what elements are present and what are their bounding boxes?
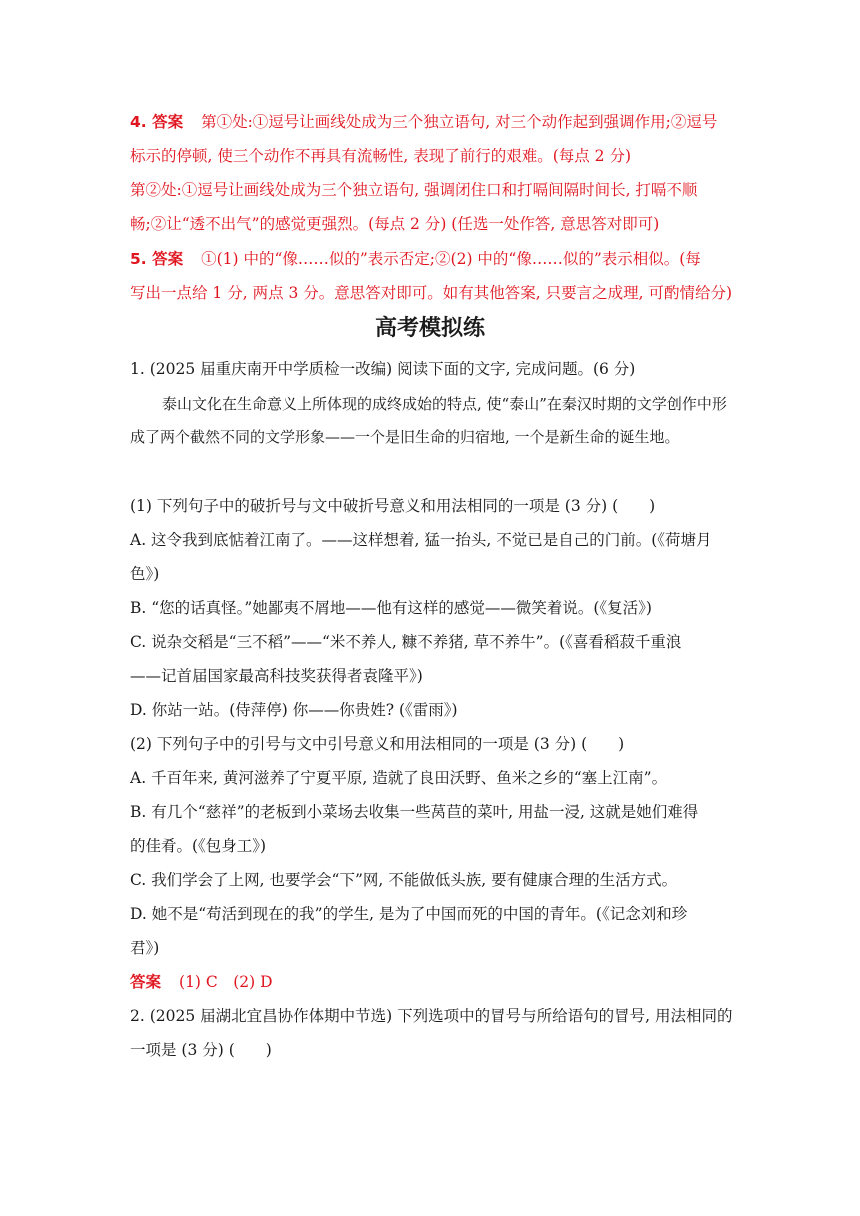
answer-4-text-1: 第①处:①逗号让画线处成为三个独立语句, 对三个动作起到强调作用;②逗号 <box>201 113 718 131</box>
question-1-sub-2-option-a: A. 千百年来, 黄河滋养了宁夏平原, 造就了良田沃野、鱼米之乡的“塞上江南”。 <box>130 769 668 787</box>
answer-5-text-1: ①(1) 中的“像……似的”表示否定;②(2) 中的“像……似的”表示相似。(每 <box>201 250 701 268</box>
answer-5-line-1 <box>130 242 736 276</box>
question-1-sub-1-option-a-line-1: A. 这令我到底惦着江南了。——这样想着, 猛一抬头, 不觉已是自己的门前。(《荷塘月 <box>130 531 712 549</box>
question-1-sub-1-option-d: D. 你站一站。(侍萍停) 你——你贵姓? (《雷雨》) <box>130 701 458 719</box>
question-1-answer-text: (1) C (2) D <box>179 973 273 991</box>
section-title: 高考模拟练 <box>374 316 485 341</box>
question-1-sub-1-option-c-line-2: ——记首届国家最高科技奖获得者袁隆平》) <box>130 667 423 685</box>
question-1-passage: 泰山文化在生命意义上所体现的成终成始的特点, 使“泰山”在秦汉时期的文学创作中形成了两个截然不同的文学形象——一个是旧生命的归宿地, 一个是新生命的诞生地。 <box>130 395 727 446</box>
answer-4-line-1 <box>130 105 736 139</box>
answer-4-tag: 4. 答案 <box>130 113 184 131</box>
answer-5-block <box>130 242 736 310</box>
question-1-sub-2: (2) 下列句子中的引号与文中引号意义和用法相同的一项是 (3 分) ( ) <box>130 735 625 753</box>
answer-4-block <box>130 105 736 241</box>
answer-5-line-2: 写出一点给 1 分, 两点 3 分。意思答对即可。如有其他答案, 只要言之成理, 可酌情给分) <box>130 284 733 302</box>
question-1-options <box>130 489 736 1067</box>
answer-4-line-2: 标示的停顿, 使三个动作不再具有流畅性, 表现了前行的艰难。(每点 2 分) <box>130 147 632 165</box>
answer-4-line-3: 第②处:①逗号让画线处成为三个独立语句, 强调闭住口和打嗝间隔时间长, 打嗝不顺 <box>130 181 698 199</box>
question-1-sub-2-option-d-line-2: 君》) <box>130 939 160 957</box>
question-1-stem-text: 1. (2025 届重庆南开中学质检一改编) 阅读下面的文字, 完成问题。(6 分) <box>130 360 636 378</box>
question-1-sub-1: (1) 下列句子中的破折号与文中破折号意义和用法相同的一项是 (3 分) ( ) <box>130 497 656 515</box>
question-1-answer-tag: 答案 <box>130 973 162 991</box>
question-1-sub-1-option-c-line-1: C. 说杂交稻是“三不稻”——“米不养人, 糠不养猪, 草不养牛”。(《喜看稻菽千重浪 <box>130 633 682 651</box>
question-1-sub-2-option-d-line-1: D. 她不是“苟活到现在的我”的学生, 是为了中国而死的中国的青年。(《记念刘和珍 <box>130 905 688 923</box>
answer-5-tag: 5. 答案 <box>130 250 184 268</box>
question-1-sub-1-option-b: B. “您的话真怪。”她鄙夷不屑地——他有这样的感觉——微笑着说。(《复活》) <box>130 599 652 617</box>
question-2-stem-line-1: 2. (2025 届湖北宜昌协作体期中节选) 下列选项中的冒号与所给语句的冒号, 用法相同的 <box>130 1007 733 1025</box>
question-1-sub-1-option-a-line-2: 色》) <box>130 565 160 583</box>
question-1-sub-2-option-b-line-1: B. 有几个“慈祥”的老板到小菜场去收集一些莴苣的菜叶, 用盐一浸, 这就是她们难得 <box>130 803 699 821</box>
question-1-sub-2-option-c: C. 我们学会了上网, 也要学会“下”网, 不能做低头族, 要有健康合理的生活方式。 <box>130 871 678 889</box>
question-1-sub-2-option-b-line-2: 的佳肴。(《包身工》) <box>130 837 267 855</box>
answer-4-line-4: 畅;②让“透不出气”的感觉更强烈。(每点 2 分) (任选一处作答, 意思答对即可) <box>130 215 660 233</box>
question-2-stem-line-2: 一项是 (3 分) ( ) <box>130 1041 272 1059</box>
question-1-stem <box>130 352 736 386</box>
question-1-answer <box>130 965 736 999</box>
